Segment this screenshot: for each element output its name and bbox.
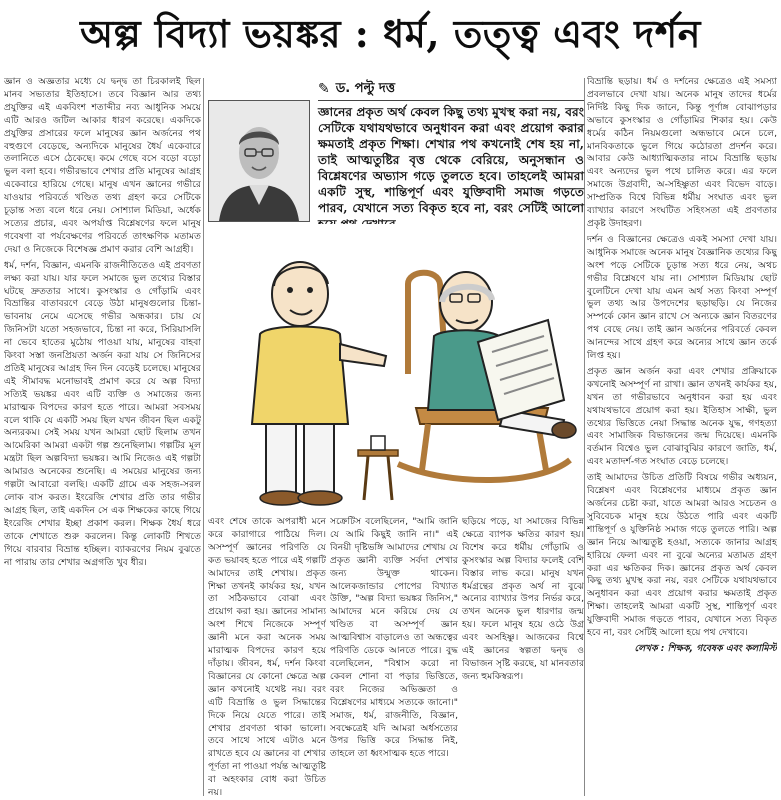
paragraph: ধর্ম, দর্শন, বিজ্ঞান, এমনকি রাজনীতিতেও এই প্রবণতা লক্ষ্য করা যায়। যার ফলে সমাজে ভুল তথ্যের বিস্তার ঘটছে দ্রুততার সাথে। কুসংস্কার ও গোঁড়ামি এবং বিভ্রান্তির বাতাবরণে বেড়ে উঠা মানুষগুলোর চিন্তা-ভাবনায় নেমে এসেছে গভীর অন্ধকার। চায় যে জিনিসটা যতো সহজভাবে, চিন্তা না করে, সিরিয়াসলি না ভেবে হাতের মুঠোয় পাওয়া যায়, মানুষের বাহবা কিংবা সস্তা জনপ্রিয়তা অর্জন করা যায় সে জিনিসের প্রতিই মানুষের আগ্রহ দিন দিন বেড়েই চলেছে। মানুষের এই সীমাবদ্ধ মনোভাবই প্রমাণ করে যে অল্প বিদ্যা সত্যিই ভয়ঙ্কর এবং এটি ব্যক্তি ও সমাজের জন্য মারাত্মক বিপদের কারণ হতে পারে। আমরা সবসময় বলে থাকি যে একটি সময় ছিল যখন জীবন ছিল একটু অন্যরকম। সেই সময় যখন আমরা ছোট ছিলাম তখন আমেরিকা আমরা একটা গল্প শুনেছিলাম। গল্পটির মূল মন্ত্রটা ছিল অল্পবিদ্যা ভয়ঙ্কর। আমি নিজেও এই গল্পটা আমারও অনেকের শুনেছি। এ সময়ের মানুষের জন্য গল্পটা আবারো বলছি। একটি গ্রামে এক সহজ-সরল লোক বাস করত। ইংরেজি শেখার প্রতি তার গভীর আগ্রহ ছিল, তাই একদিন সে এক শিক্ষকের কাছে গিয়ে ইংরেজি শেখার ইচ্ছা প্রকাশ করল। শিক্ষক ধৈর্য ধরে তাকে শেখাতে শুরু করলেন। কিন্তু লোকটি শিখতে গিয়ে বারবার বিভ্রান্ত হচ্ছিল। ব্যাকরণের নিয়ম বুঝতে না পারায় তার শেখার অগ্রগতি খুব ধীর।	[4, 259, 201, 568]
paragraph: বিভ্রান্তি ছড়ায়। ধর্ম ও দর্শনের ক্ষেত্রেও এই সমস্যা প্রবলভাবে দেখা যায়। অনেক মানুষ তাদের ধর্মের নির্দিষ্ট কিছু দিক জানে, কিন্তু পূর্ণাঙ্গ বোঝাপড়ার অভাবে কুসংস্কার ও গোঁড়ামির শিকার হয়। কেউ ধর্মের কঠিন নিয়মগুলো অন্ধভাবে মেনে চলে, মানবিকতাকে ভুলে গিয়ে কঠোরতা প্রদর্শন করে। আবার কেউ আধ্যাত্মিকতার নামে বিভ্রান্তি ছড়ায় এবং অন্যদের ভুল পথে চালিত করে। এর ফলে সমাজে উগ্রবাদী, অ-সহিষ্ণুতা এবং বিভেদ বাড়ে। সাম্প্রতিক বিশ্বে বিভিন্ন ধর্মীয় সংঘাত এবং ভুল ব্যাখ্যার কারণে সংঘটিত সহিংসতা এই প্রবণতার প্রকৃষ্ট উদাহরণ।	[587, 76, 777, 229]
paragraph: সক্রেটিস বলেছিলেন, "আমি জানি যে আমি কিছুই জানি না।" এই বিনয়ী দৃষ্টিভঙ্গি আমাদের শেখায় যে প্রকৃত জ্ঞানী ব্যক্তি সর্বদা শেখার জন্য উন্মুক্ত থাকেন। আলেকজান্ডার পোপের বিখ্যাত উক্তি, "অল্প বিদ্যা ভয়ঙ্কর জিনিস," আমাদের মনে করিয়ে দেয় যে খণ্ডিত বা অসম্পূর্ণ জ্ঞান আত্মবিশ্বাস বাড়ালেও তা অন্ধত্বের পরিণতি ডেকে আনতে পারে। বুদ্ধ বলেছিলেন, "বিশ্বাস করো না কেবল শোনা বা পড়ার ভিত্তিতে, বরং নিজের অভিজ্ঞতা ও বিশ্লেষণের মাধ্যমে সত্যকে জানো।" সমাজ, ধর্ম, রাজনীতি, বিজ্ঞান, সবক্ষেত্রেই যদি আমরা অর্ধসত্যের উপর ভিত্তি করে সিদ্ধান্ত নিই, তাহলে তা ধ্বংসাত্মক হতে পারে।	[330, 516, 458, 760]
article-column-right	[587, 76, 777, 800]
cartoon-drawing	[208, 224, 584, 512]
paragraph: তাই আমাদের উচিত প্রতিটি বিষয়ে গভীর অধ্যয়ন, বিশ্লেষণ এবং বিশ্লেষণের মাধ্যমে প্রকৃত জ্ঞান অর্জনের চেষ্টা করা, যাতে আমরা আরও সচেতন ও সুবিবেচক মানুষ হয়ে উঠতে পারি এবং একটি শান্তিপূর্ণ ও যুক্তিনিষ্ঠ সমাজ গড়ে তুলতে পারি। অল্প জ্ঞান নিয়ে আত্মতুষ্ট হওয়া, সত্যকে জানার আগ্রহ হারিয়ে ফেলা এবং না বুঝে অন্যের মতামত গ্রহণ করা এর ক্ষতিকর দিক। জ্ঞানের প্রকৃত অর্থ কেবল কিছু তথ্য মুখস্থ করা নয়, বরং সেটিকে যথাযথভাবে অনুধাবন করা এবং প্রয়োগ করার ক্ষমতাই প্রকৃত শিক্ষা। তাহলেই আমরা একটি সুস্থ, শান্তিপূর্ণ এবং যুক্তিবাদী সমাজ গড়তে পারব, যেখানে সত্য বিকৃত হবে না, বরং সেটিই আলো হয়ে পথ দেখাবে।	[587, 472, 777, 639]
article-column-bottom-3	[462, 516, 584, 798]
column-rule	[584, 78, 585, 796]
paragraph: ছড়িয়ে পড়ে, যা সমাজের বিভিন্ন ক্ষেত্রে ব্যাপক ক্ষতির কারণ হয়। বিশেষ করে ধর্মীয় গোঁড়ামি ও কুসংস্কার অল্প বিদ্যার ফলেই বেশি বিস্তার লাভ করে। মানুষ যখন ধর্মগ্রন্থের প্রকৃত অর্থ না বুঝে অন্যের ব্যাখ্যার উপর নির্ভর করে, তখন অনেক ভুল ধারণার জন্ম হয়। ফলে মানুষ হয়ে ওঠে উগ্র এবং অসহিষ্ণু। আজকের বিশ্বে এই জ্ঞানের স্বল্পতা দ্বন্দ্ব ও বিভাজন সৃষ্টি করছে, যা মানবতার জন্য হুমকিস্বরূপ।	[462, 516, 584, 682]
paragraph: দর্শন ও বিজ্ঞানের ক্ষেত্রেও একই সমস্যা দেখা যায়। আধুনিক সমাজে অনেক মানুষ বৈজ্ঞানিক তথ্যের কিছু অংশ পড়ে সেটিকে চূড়ান্ত সত্য ধরে নেয়, অথচ গভীর বিশ্লেষণে যায় না। সোশ্যাল মিডিয়ায় ছোট বুলেটিনে দেখা যায় এমন অর্থ সত্য কিংবা সম্পূর্ণ ভুল তথ্য আর উপদেশের ছড়াছড়ি। যে নিজের সম্পর্কে কোন জ্ঞান রাখে সে অন্যকে জ্ঞান বিতরণের পথ বেছে নেয়। তাই জ্ঞান অর্জনের পরিবর্তে কেবল আনন্দের সাথে গ্রহণ করে অন্যের সাথে জ্ঞান তর্কে লিপ্ত হয়।	[587, 233, 777, 362]
article-column-left	[4, 76, 201, 796]
intro-summary: জ্ঞানের প্রকৃত অর্থ কেবল কিছু তথ্য মুখস্থ করা নয়, বরং সেটিকে যথাযথভাবে অনুধাবন করা এবং প্রয়োগ করার ক্ষমতাই প্রকৃত শিক্ষা। শেখার পথ কখনোই শেষ হয় না, তাই আত্মতুষ্টির বৃত্ত থেকে বেরিয়ে, অনুসন্ধান ও বিশ্লেষণের অভ্যাস গড়ে তুলতে হবে। তাহলেই আমরা একটি সুস্থ, শান্তিপূর্ণ এবং যুক্তিবাদী সমাজ গড়তে পারব, যেখানে সত্য বিকৃত হবে না, বরং সেটিই আলো	[318, 105, 584, 215]
article-column-bottom-1	[208, 516, 326, 798]
column-rule	[203, 78, 204, 796]
author-note: লেখক : শিক্ষক, গবেষক এবং কলামিস্ট	[634, 642, 777, 654]
author-portrait-image	[209, 101, 309, 221]
paragraph: প্রকৃত জ্ঞান অর্জন করা এবং শেখার প্রক্রিয়াকে কখনোই অসম্পূর্ণ না রাখা। জ্ঞান তখনই কার্যকর হয়, যখন তা গভীরভাবে অনুধাবন করা হয় এবং যথাযথভাবে প্রয়োগ করা হয়। ইতিহাস সাক্ষী, ভুল তথ্যের ভিত্তিতে নেয়া সিদ্ধান্ত অনেক যুদ্ধ, গণহত্যা এবং সামাজিক বিভাজনের জন্ম দিয়েছে। এমনকি বর্তমান বিশ্বেও ভুল বোঝাবুঝির কারণে জাতি, ধর্ম, এবং মতাদর্শ-গত সংঘাত বেড়ে চলেছে।	[587, 365, 777, 468]
paragraph: জ্ঞান ও অজ্ঞতার মধ্যে যে দ্বন্দ্ব তা চিরকালই ছিল মানব সভ্যতার ইতিহাসে। তবে বিজ্ঞান আর তথ্য প্রযুক্তির এই একবিংশ শতাব্দীর নব্য আধুনিক সময়ে এটি আরও জটিল আকার ধারণ করেছে। একদিকে প্রযুক্তির প্রসারের ফলে মানুষের জ্ঞান অর্জনের পথ বহুগুণে বেড়েছে, অন্যদিকে মানুষের ধৈর্য একেবারে তলানিতে এসে ঠেকেছে। কমে গেছে বসে বড়ো বড়ো ভুল বলা হবে। গভীরভাবে শেখার প্রতি মানুষের আগ্রহ একেবারে হারিয়ে গেছে। মানুষ এখন জ্ঞানের গভীরে যাওয়ার পরিবর্তে খণ্ডিত তথ্য গ্রহণ করে সেটিকে চূড়ান্ত সত্য বলে ধরে নেয়। সোশ্যাল মিডিয়া, অর্ধেক সত্যের প্রচার, এবং অপর্যাপ্ত বিশ্লেষণের ফলে মানুষ গবেষণা বা পর্যবেক্ষণের পরিবর্তে তাৎক্ষণিক মতামত দেয়া ও নিজেকে বিশেষজ্ঞ প্রমাণ করার বেশি আগ্রহী।	[4, 76, 201, 255]
paragraph: এবং শেষে তাকে অপরাধী মনে করে কারাগারে পাঠিয়ে দিল। অসম্পূর্ণ জ্ঞানের পরিণতি যে কত ভয়াবহ হতে পারে এই গল্পটি আমাদের তাই শেখায়। প্রকৃত শিক্ষা তখনই কার্যকর হয়, যখন তা সঠিকভাবে বোঝা এবং প্রয়োগ করা হয়। জ্ঞানের সামান্য অংশ শিখে নিজেকে সম্পূর্ণ জ্ঞানী মনে করা অনেক সময় মারাত্মক বিপদের কারণ হয়ে দাঁড়ায়। জীবন, ধর্ম, দর্শন কিংবা বিজ্ঞানের যে কোনো ক্ষেত্রে অল্প জ্ঞান কখনোই যথেষ্ট নয়। বরং এটি বিভ্রান্তি ও ভুল সিদ্ধান্তের দিকে নিয়ে যেতে পারে। তাই শেখার প্রবণতা থাকা ভালো। তবে সাথে সাথে এটাও মনে রাখতে হবে যে জ্ঞানের বা শেখার পূর্ণতা না পাওয়া পর্যন্ত আত্মতুষ্টি বা অহংকার বোধ করা উচিত নয়।	[208, 516, 326, 798]
article-column-bottom-2	[330, 516, 458, 798]
headline: অল্প বিদ্যা ভয়ঙ্কর : ধর্ম, তত্ত্ব এবং দর্শন	[80, 11, 701, 56]
author-photo	[208, 100, 310, 222]
cartoon-illustration	[208, 224, 584, 512]
author-name: ড. পল্টু দত্ত	[335, 80, 396, 96]
pen-icon: ✎	[318, 81, 330, 97]
byline	[318, 78, 584, 101]
